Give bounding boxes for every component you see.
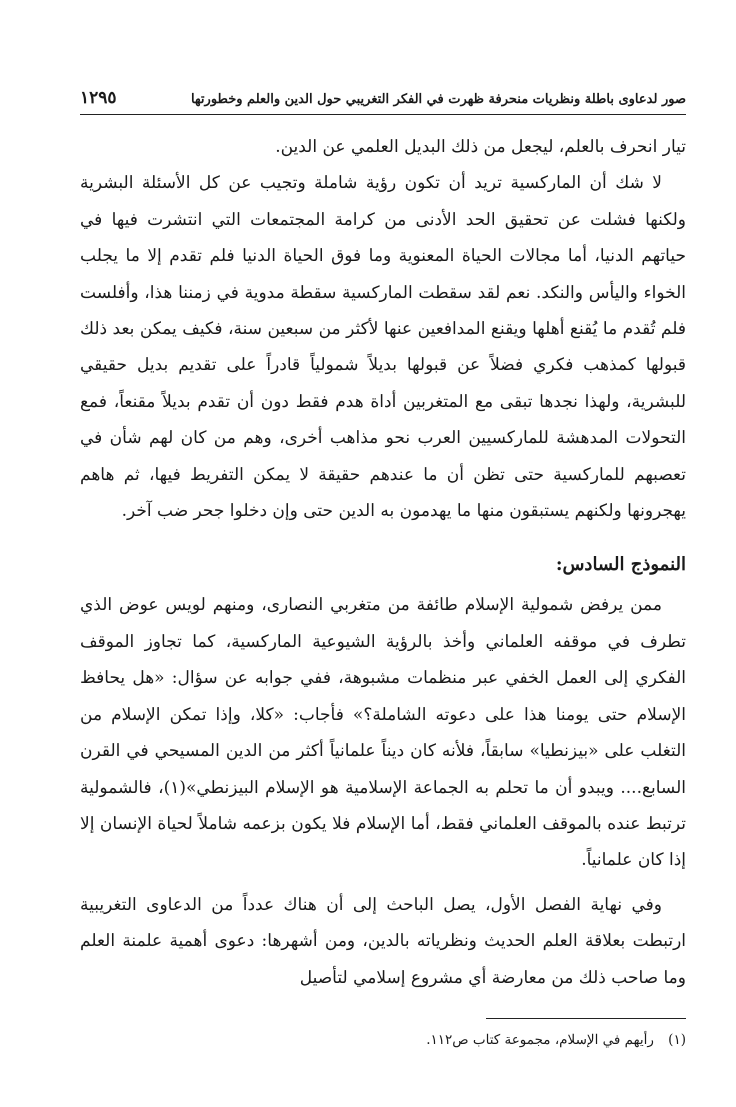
footnote-number: (١) [668,1031,686,1048]
footnote-rule [486,1018,686,1019]
running-header [80,88,686,114]
paragraph-2: لا شك أن الماركسية تريد أن تكون رؤية شاملة وتجيب عن كل الأسئلة البشرية ولكنها فشلت عن تحقيق الحد الأدنى من كرامة المجتمعات التي انتشرت فيها في حياتهم الدنيا، أما مجالات الحياة المعنوية وما فوق الحياة الدنيا فلم تقدم إلا ما يجلب الخواء واليأس والنكد. نعم لقد سقطت الماركسية سقطة مدوية في زمننا هذا، وأفلست فلم تُقدم ما يُقنع أهلها ويقنع المدافعين عنها لأكثر من سبعين سنة، فكيف يمكن بعد ذلك قبولها كمذهب فكري فضلاً عن قبولها بديلاً شمولياً قادراً على تقديم بديل حقيقي للبشرية، ولهذا نجدها تبقى مع المتغربين أداة هدم فقط دون أن تقدم بديلاً مقنعاً، فمع التحولات المدهشة للماركسيين العرب نحو مذاهب أخرى، وهم من كان لهم شأن في تعصبهم للماركسية حتى تظن أن ما عندهم حقيقة لا يمكن التفريط فيها، ثم هاهم يهجرونها ولكنهم يستبقون منها ما يهدمون به الدين حتى وإن دخلوا جحر ضب آخر. [80,173,686,522]
footnote [80,1029,686,1051]
paragraph-4: وفي نهاية الفصل الأول، يصل الباحث إلى أن هناك عدداً من الدعاوى التغريبية ارتبطت بعلاقة العلم الحديث ونظرياته بالدين، ومن أشهرها: دعوى أهمية علمنة العلم وما صاحب ذلك من معارضة أي مشروع إسلامي لتأصيل [80,894,686,988]
section-heading: النموذج السادس: [555,554,686,576]
running-title: صور لدعاوى باطلة ونظريات منحرفة ظهرت في الفكر التغريبي حول الدين والعلم وخطورتها [190,92,686,107]
paragraph-3: ممن يرفض شمولية الإسلام طائفة من متغربي النصارى، ومنهم لويس عوض الذي تطرف في موقفه العلماني وأخذ بالرؤية الشيوعية الماركسية، كما تجاوز الموقف الفكري إلى العمل الخفي عبر منظمات مشبوهة، ففي جوابه عن سؤال: «هل يحافظ الإسلام حتى يومنا هذا على دعوته الشاملة؟» فأجاب: «كلا، وإذا تمكن الإسلام من التغلب على «بيزنطيا» سابقاً، فلأنه كان ديناً علمانياً أكثر من الدين المسيحي في القرن السابع.... ويبدو أن ما تحلم به الجماعة الإسلامية هو الإسلام البيزنطي»(١)، فالشمولية ترتبط عنده بالموقف العلماني فقط، أما الإسلام فلا يكون بزعمه شاملاً لحياة الإنسان إلا إذا كان علمانياً. [80,595,686,871]
book-page [80,88,686,1088]
page-number: ١٢٩٥ [80,88,117,108]
footnote-text: رأيهم في الإسلام، مجموعة كتاب ص١١٢. [426,1031,654,1048]
spacer [80,879,686,887]
body-text [80,129,686,996]
paragraph-1: تيار انحرف بالعلم، ليجعل من ذلك البديل العلمي عن الدين. [275,137,686,157]
header-rule [80,114,686,115]
spacer [80,529,686,537]
